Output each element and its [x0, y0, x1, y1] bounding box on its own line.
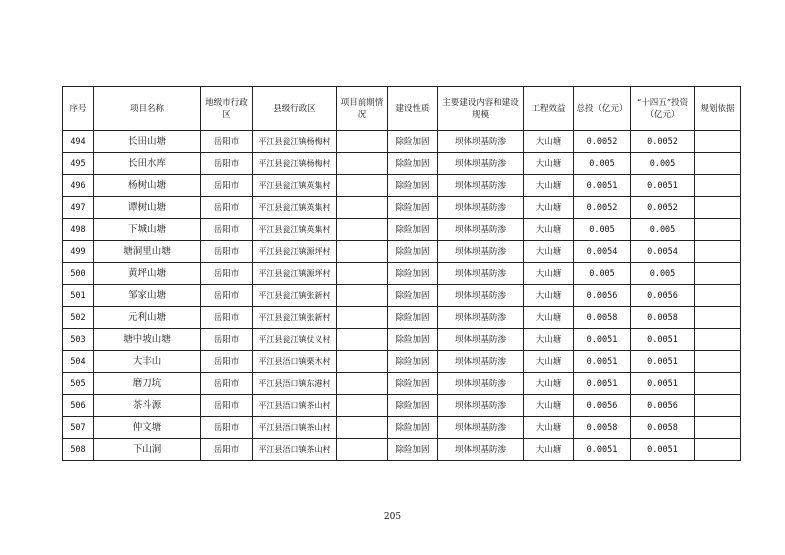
cell-total: 0.0051 — [574, 329, 631, 351]
cell-name: 下山洞 — [94, 439, 201, 461]
cell-basis — [695, 263, 741, 285]
cell-seq: 502 — [63, 307, 94, 329]
table-row — [63, 197, 741, 219]
cell-total: 0.0051 — [574, 351, 631, 373]
cell-content: 坝体坝基防渗 — [438, 175, 524, 197]
cell-nature: 除险加固 — [388, 395, 438, 417]
cell-plan: 0.0051 — [631, 351, 695, 373]
cell-nature: 除险加固 — [388, 263, 438, 285]
cell-plan: 0.0051 — [631, 175, 695, 197]
cell-content: 坝体坝基防渗 — [438, 329, 524, 351]
header-total: 总投（亿元） — [574, 87, 631, 131]
cell-nature: 除险加固 — [388, 175, 438, 197]
cell-content: 坝体坝基防渗 — [438, 219, 524, 241]
cell-city: 岳阳市 — [201, 417, 253, 439]
cell-basis — [695, 307, 741, 329]
cell-benefit: 大山塘 — [524, 263, 574, 285]
cell-basis — [695, 131, 741, 153]
table-row — [63, 307, 741, 329]
cell-basis — [695, 417, 741, 439]
cell-city: 岳阳市 — [201, 395, 253, 417]
cell-total: 0.0051 — [574, 373, 631, 395]
table-row — [63, 175, 741, 197]
cell-city: 岳阳市 — [201, 219, 253, 241]
table-row — [63, 241, 741, 263]
cell-county: 平江县瓮江镇英集村 — [253, 219, 337, 241]
cell-county: 平江县浯口镇茶山村 — [253, 395, 337, 417]
header-plan: “十四五”投资（亿元） — [631, 87, 695, 131]
cell-name: 塘中坡山塘 — [94, 329, 201, 351]
cell-basis — [695, 285, 741, 307]
cell-nature: 除险加固 — [388, 219, 438, 241]
cell-nature: 除险加固 — [388, 439, 438, 461]
cell-city: 岳阳市 — [201, 241, 253, 263]
cell-city: 岳阳市 — [201, 197, 253, 219]
cell-county: 平江县瓮江镇仗义村 — [253, 329, 337, 351]
cell-total: 0.0051 — [574, 175, 631, 197]
header-city: 地级市行政区 — [201, 87, 253, 131]
cell-plan: 0.005 — [631, 219, 695, 241]
table-row — [63, 131, 741, 153]
table-header-row — [63, 87, 741, 131]
cell-pre — [337, 285, 388, 307]
cell-nature: 除险加固 — [388, 351, 438, 373]
table-row — [63, 329, 741, 351]
cell-total: 0.0052 — [574, 131, 631, 153]
cell-seq: 500 — [63, 263, 94, 285]
cell-name: 塘洞里山塘 — [94, 241, 201, 263]
header-basis: 规划依据 — [695, 87, 741, 131]
header-name: 项目名称 — [94, 87, 201, 131]
cell-city: 岳阳市 — [201, 131, 253, 153]
cell-county: 平江县瓮江镇张新村 — [253, 285, 337, 307]
cell-plan: 0.005 — [631, 263, 695, 285]
cell-name: 仲文塘 — [94, 417, 201, 439]
cell-benefit: 大山塘 — [524, 175, 574, 197]
cell-nature: 除险加固 — [388, 307, 438, 329]
cell-pre — [337, 395, 388, 417]
cell-pre — [337, 153, 388, 175]
cell-county: 平江县瓮江镇杨梅村 — [253, 131, 337, 153]
cell-county: 平江县瓮江镇源坪村 — [253, 241, 337, 263]
table-row — [63, 351, 741, 373]
cell-county: 平江县瓮江镇张新村 — [253, 307, 337, 329]
cell-pre — [337, 307, 388, 329]
cell-content: 坝体坝基防渗 — [438, 395, 524, 417]
cell-city: 岳阳市 — [201, 351, 253, 373]
cell-pre — [337, 197, 388, 219]
cell-name: 磨刀坑 — [94, 373, 201, 395]
cell-basis — [695, 373, 741, 395]
cell-city: 岳阳市 — [201, 285, 253, 307]
cell-seq: 496 — [63, 175, 94, 197]
cell-benefit: 大山塘 — [524, 351, 574, 373]
header-seq: 序号 — [63, 87, 94, 131]
table-row — [63, 263, 741, 285]
cell-city: 岳阳市 — [201, 307, 253, 329]
cell-plan: 0.0051 — [631, 329, 695, 351]
table-row — [63, 439, 741, 461]
cell-name: 谭树山塘 — [94, 197, 201, 219]
cell-plan: 0.0051 — [631, 373, 695, 395]
cell-basis — [695, 153, 741, 175]
cell-benefit: 大山塘 — [524, 395, 574, 417]
cell-seq: 506 — [63, 395, 94, 417]
table-row — [63, 395, 741, 417]
cell-seq: 504 — [63, 351, 94, 373]
cell-nature: 除险加固 — [388, 197, 438, 219]
cell-nature: 除险加固 — [388, 373, 438, 395]
cell-content: 坝体坝基防渗 — [438, 351, 524, 373]
cell-county: 平江县瓮江镇源坪村 — [253, 263, 337, 285]
cell-basis — [695, 241, 741, 263]
header-benefit: 工程效益 — [524, 87, 574, 131]
cell-basis — [695, 439, 741, 461]
cell-content: 坝体坝基防渗 — [438, 417, 524, 439]
cell-nature: 除险加固 — [388, 329, 438, 351]
cell-seq: 507 — [63, 417, 94, 439]
cell-name: 长田水库 — [94, 153, 201, 175]
cell-nature: 除险加固 — [388, 153, 438, 175]
cell-plan: 0.0052 — [631, 197, 695, 219]
cell-name: 大丰山 — [94, 351, 201, 373]
cell-city: 岳阳市 — [201, 373, 253, 395]
cell-basis — [695, 197, 741, 219]
cell-city: 岳阳市 — [201, 153, 253, 175]
cell-seq: 503 — [63, 329, 94, 351]
cell-seq: 495 — [63, 153, 94, 175]
cell-benefit: 大山塘 — [524, 285, 574, 307]
table-body — [63, 131, 741, 461]
cell-city: 岳阳市 — [201, 329, 253, 351]
header-pre: 项目前期情况 — [337, 87, 388, 131]
cell-city: 岳阳市 — [201, 263, 253, 285]
cell-content: 坝体坝基防渗 — [438, 307, 524, 329]
cell-pre — [337, 329, 388, 351]
project-table — [62, 86, 741, 461]
table-row — [63, 373, 741, 395]
cell-name: 黄坪山塘 — [94, 263, 201, 285]
cell-benefit: 大山塘 — [524, 219, 574, 241]
cell-seq: 498 — [63, 219, 94, 241]
header-nature: 建设性质 — [388, 87, 438, 131]
cell-basis — [695, 219, 741, 241]
cell-nature: 除险加固 — [388, 131, 438, 153]
cell-city: 岳阳市 — [201, 439, 253, 461]
cell-name: 元利山塘 — [94, 307, 201, 329]
cell-pre — [337, 131, 388, 153]
cell-content: 坝体坝基防渗 — [438, 285, 524, 307]
cell-seq: 508 — [63, 439, 94, 461]
cell-county: 平江县浯口镇茶山村 — [253, 439, 337, 461]
cell-total: 0.0052 — [574, 197, 631, 219]
cell-pre — [337, 241, 388, 263]
cell-plan: 0.0051 — [631, 439, 695, 461]
cell-benefit: 大山塘 — [524, 373, 574, 395]
cell-pre — [337, 219, 388, 241]
cell-nature: 除险加固 — [388, 417, 438, 439]
cell-plan: 0.0058 — [631, 307, 695, 329]
cell-name: 长田山塘 — [94, 131, 201, 153]
cell-content: 坝体坝基防渗 — [438, 263, 524, 285]
cell-name: 茶斗源 — [94, 395, 201, 417]
cell-county: 平江县浯口镇东港村 — [253, 373, 337, 395]
cell-content: 坝体坝基防渗 — [438, 373, 524, 395]
cell-county: 平江县浯口镇茶山村 — [253, 417, 337, 439]
cell-seq: 494 — [63, 131, 94, 153]
cell-county: 平江县瓮江镇英集村 — [253, 197, 337, 219]
page-number: 205 — [383, 512, 402, 522]
cell-plan: 0.0056 — [631, 285, 695, 307]
cell-basis — [695, 395, 741, 417]
cell-benefit: 大山塘 — [524, 197, 574, 219]
cell-county: 平江县瓮江镇英集村 — [253, 175, 337, 197]
cell-name: 杨树山塘 — [94, 175, 201, 197]
cell-total: 0.005 — [574, 153, 631, 175]
cell-seq: 499 — [63, 241, 94, 263]
cell-benefit: 大山塘 — [524, 329, 574, 351]
cell-total: 0.0056 — [574, 395, 631, 417]
cell-pre — [337, 175, 388, 197]
cell-total: 0.0058 — [574, 307, 631, 329]
table-row — [63, 285, 741, 307]
cell-nature: 除险加固 — [388, 241, 438, 263]
cell-content: 坝体坝基防渗 — [438, 153, 524, 175]
cell-total: 0.005 — [574, 263, 631, 285]
cell-pre — [337, 417, 388, 439]
cell-content: 坝体坝基防渗 — [438, 439, 524, 461]
header-county: 县级行政区 — [253, 87, 337, 131]
cell-benefit: 大山塘 — [524, 241, 574, 263]
cell-basis — [695, 175, 741, 197]
cell-total: 0.0056 — [574, 285, 631, 307]
cell-pre — [337, 373, 388, 395]
cell-benefit: 大山塘 — [524, 153, 574, 175]
cell-county: 平江县浯口镇栗木村 — [253, 351, 337, 373]
cell-nature: 除险加固 — [388, 285, 438, 307]
cell-content: 坝体坝基防渗 — [438, 241, 524, 263]
cell-content: 坝体坝基防渗 — [438, 197, 524, 219]
cell-basis — [695, 351, 741, 373]
cell-basis — [695, 329, 741, 351]
cell-city: 岳阳市 — [201, 175, 253, 197]
cell-plan: 0.0052 — [631, 131, 695, 153]
cell-pre — [337, 439, 388, 461]
table-row — [63, 153, 741, 175]
cell-total: 0.0051 — [574, 439, 631, 461]
cell-content: 坝体坝基防渗 — [438, 131, 524, 153]
cell-total: 0.0054 — [574, 241, 631, 263]
cell-benefit: 大山塘 — [524, 439, 574, 461]
table-row — [63, 417, 741, 439]
cell-name: 下城山塘 — [94, 219, 201, 241]
cell-plan: 0.0058 — [631, 417, 695, 439]
cell-benefit: 大山塘 — [524, 307, 574, 329]
cell-plan: 0.0054 — [631, 241, 695, 263]
cell-benefit: 大山塘 — [524, 417, 574, 439]
cell-name: 邹家山塘 — [94, 285, 201, 307]
cell-plan: 0.0056 — [631, 395, 695, 417]
cell-pre — [337, 263, 388, 285]
cell-total: 0.0058 — [574, 417, 631, 439]
header-content: 主要建设内容和建设规模 — [438, 87, 524, 131]
cell-benefit: 大山塘 — [524, 131, 574, 153]
cell-seq: 501 — [63, 285, 94, 307]
cell-county: 平江县瓮江镇杨梅村 — [253, 153, 337, 175]
table-row — [63, 219, 741, 241]
cell-seq: 497 — [63, 197, 94, 219]
cell-pre — [337, 351, 388, 373]
cell-plan: 0.005 — [631, 153, 695, 175]
cell-seq: 505 — [63, 373, 94, 395]
cell-total: 0.005 — [574, 219, 631, 241]
